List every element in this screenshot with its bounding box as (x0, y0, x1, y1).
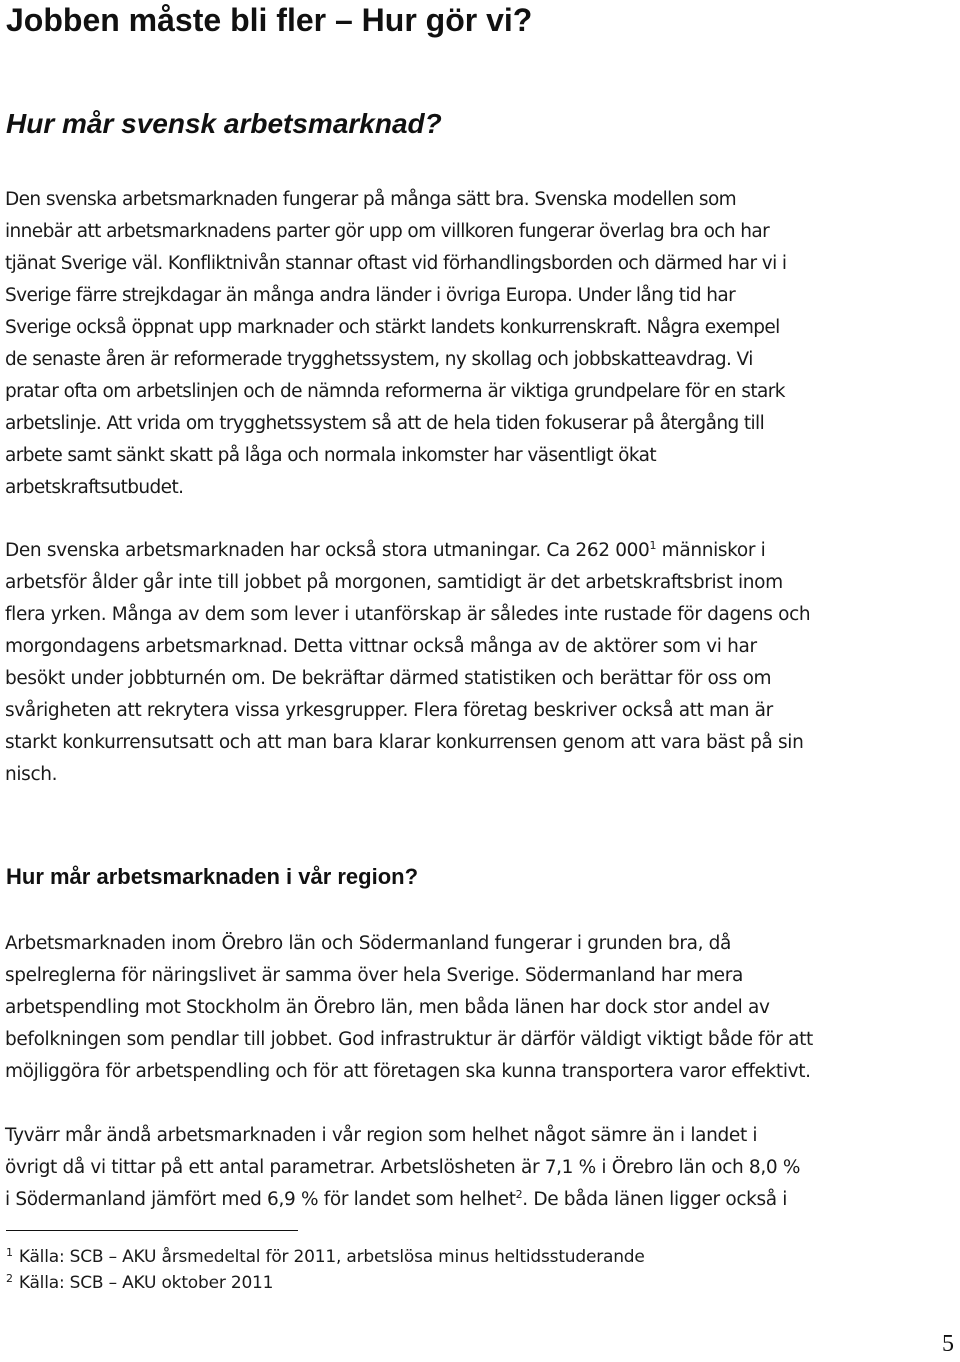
footnote-number: 2 (6, 1272, 13, 1285)
document-title: Jobben måste bli fler – Hur gör vi? (6, 2, 533, 38)
text-line: Arbetsmarknaden inom Örebro län och Södermanland fungerar i grunden bra, då (5, 933, 732, 954)
text-line: nisch. (5, 764, 58, 785)
text-segment: i Södermanland jämfört med 6,9 % för landet som helhet (5, 1189, 516, 1210)
text-line: Sverige färre strejkdagar än många andra länder i övriga Europa. Under lång tid har (5, 285, 736, 306)
text-line: Den svenska arbetsmarknaden fungerar på många sätt bra. Svenska modellen som (5, 189, 737, 210)
text-line: de senaste åren är reformerade trygghetssystem, ny skollag och jobbskatteavdrag. Vi (5, 349, 753, 370)
text-segment: . De båda länen ligger också i (522, 1189, 788, 1210)
text-line: starkt konkurrensutsatt och att man bara klarar konkurrensen genom att vara bäst på sin (5, 732, 804, 753)
footnote-2 (6, 1266, 273, 1296)
text-line: flera yrken. Många av dem som lever i utanförskap är således inte rustade för dagens och (5, 604, 811, 625)
text-line: svårigheten att rekrytera vissa yrkesgrupper. Flera företag beskriver också att man är (5, 700, 773, 721)
section-heading-national: Hur mår svensk arbetsmarknad? (6, 108, 442, 139)
footnote-text: Källa: SCB – AKU oktober 2011 (18, 1273, 274, 1293)
text-line (5, 1184, 800, 1216)
section-heading-regional: Hur mår arbetsmarknaden i vår region? (6, 864, 419, 889)
text-line: Tyvärr mår ändå arbetsmarknaden i vår region som helhet något sämre än i landet i (5, 1125, 758, 1146)
text-segment: människor i (656, 540, 766, 561)
footnote-text: Källa: SCB – AKU årsmedeltal för 2011, arbetslösa minus heltidsstuderande (18, 1247, 645, 1267)
text-line: spelreglerna för näringslivet är samma över hela Sverige. Södermanland har mera (5, 965, 743, 986)
paragraph-national-strengths (5, 184, 786, 504)
text-segment: Den svenska arbetsmarknaden har också stora utmaningar. Ca 262 000 (5, 540, 650, 561)
text-line: pratar ofta om arbetslinjen och de nämnda reformerna är viktiga grundpelare för en stark (5, 381, 785, 402)
footnote-ref-1[interactable]: 1 (649, 539, 657, 552)
text-line: arbete samt sänkt skatt på låga och normala inkomster har väsentligt ökat (5, 445, 657, 466)
text-line: arbetslinje. Att vrida om trygghetssystem så att de hela tiden fokuserar på återgång till (5, 413, 765, 434)
text-line: Sverige också öppnat upp marknader och stärkt landets konkurrenskraft. Några exempel (5, 317, 780, 338)
text-line: arbetskraftsutbudet. (5, 477, 184, 498)
text-line: övrigt då vi tittar på ett antal parametrar. Arbetslösheten är 7,1 % i Örebro län och 8,0 % (5, 1157, 801, 1178)
text-line: arbetsför ålder går inte till jobbet på morgonen, samtidigt är det arbetskraftsbrist inom (5, 572, 783, 593)
footnote-number: 1 (6, 1246, 13, 1259)
page-number: 5 (942, 1331, 954, 1357)
text-line: möjliggöra för arbetspendling och för att företagen ska kunna transportera varor effektivt. (5, 1061, 811, 1082)
text-line (5, 535, 810, 567)
paragraph-national-challenges (5, 535, 810, 791)
text-line: morgondagens arbetsmarknad. Detta vittnar också många av de aktörer som vi har (5, 636, 757, 657)
paragraph-regional-unemployment (5, 1120, 800, 1216)
text-line: tjänat Sverige väl. Konfliktnivån stannar oftast vid förhandlingsborden och därmed har vi i (5, 253, 787, 274)
text-line: besökt under jobbturnén om. De bekräftar därmed statistiken och berättar för oss om (5, 668, 772, 689)
paragraph-regional-overview (5, 928, 813, 1088)
footnote-divider (6, 1230, 298, 1231)
text-line: befolkningen som pendlar till jobbet. God infrastruktur är därför väldigt viktigt både för att (5, 1029, 813, 1050)
text-line: innebär att arbetsmarknadens parter gör upp om villkoren fungerar överlag bra och har (5, 221, 770, 242)
footnote-ref-2[interactable]: 2 (515, 1188, 523, 1201)
text-line: arbetspendling mot Stockholm än Örebro län, men båda länen har dock stor andel av (5, 997, 770, 1018)
